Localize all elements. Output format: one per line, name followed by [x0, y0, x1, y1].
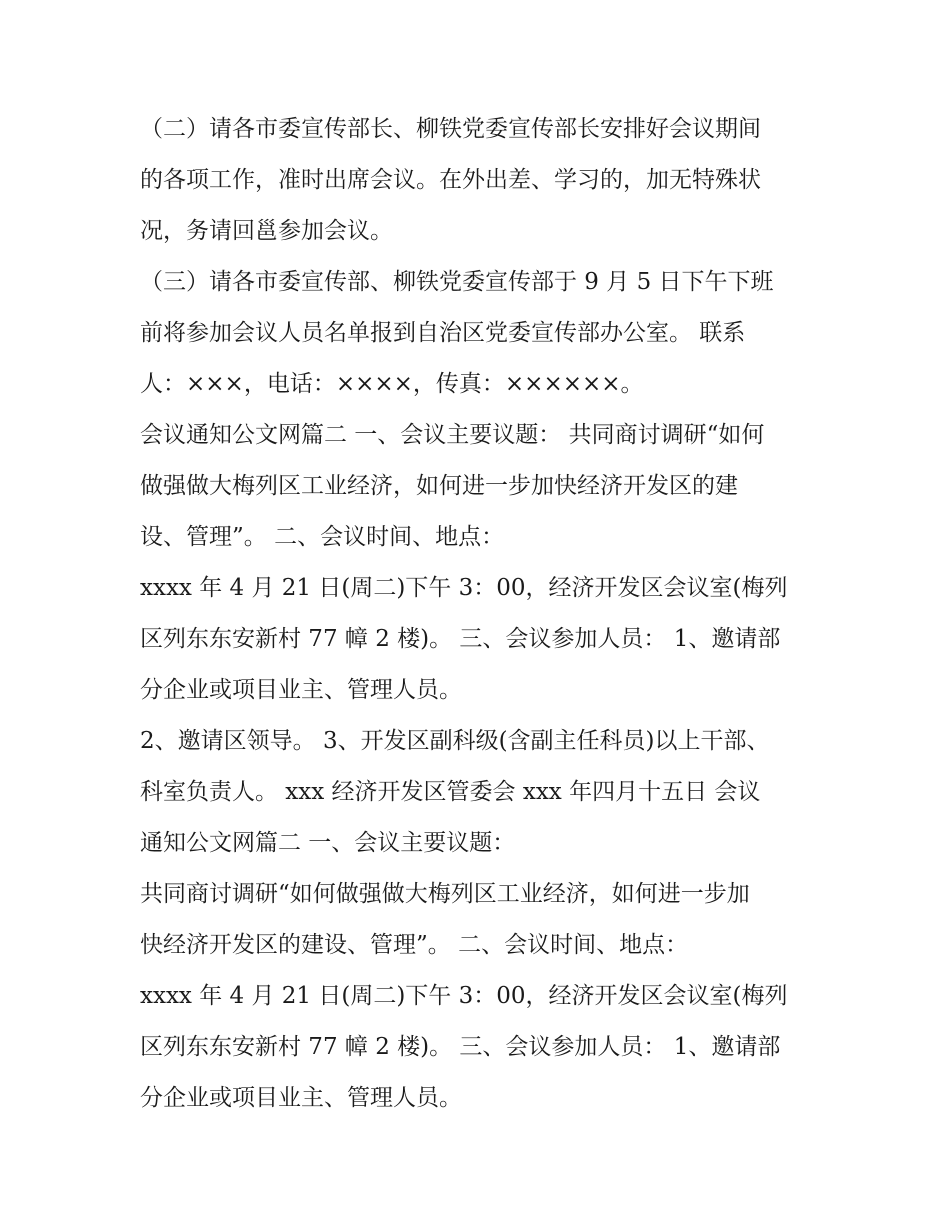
text-line: 分企业或项目业主、管理人员。 — [140, 677, 462, 703]
text-line: 前将参加会议人员名单报到自治区党委宣传部办公室。 联系 — [140, 320, 746, 346]
text-line: 的各项工作，准时出席会议。在外出差、学习的，加无特殊状 — [140, 167, 761, 193]
text-line: 况，务请回邕参加会议。 — [140, 218, 393, 244]
text-line: （三）请各市委宣传部、柳铁党委宣传部于 9 月 5 日下午下班 — [140, 269, 774, 295]
text-line: 做强做大梅列区工业经济，如何进一步加快经济开发区的建 — [140, 473, 738, 499]
text-line: xxxx 年 4 月 21 日(周二)下午 3：00，经济开发区会议室(梅列 — [140, 983, 788, 1009]
text-line: 区列东东安新村 77 幛 2 楼)。 三、会议参加人员： 1、邀请部 — [140, 626, 781, 652]
text-line: 设、管理”。 二、会议时间、地点： — [140, 524, 505, 550]
text-line: 共同商讨调研“如何做强做大梅列区工业经济，如何进一步加 — [140, 881, 750, 907]
text-line: xxxx 年 4 月 21 日(周二)下午 3：00，经济开发区会议室(梅列 — [140, 575, 788, 601]
text-line: 分企业或项目业主、管理人员。 — [140, 1085, 462, 1111]
text-line: 快经济开发区的建设、管理”。 二、会议时间、地点： — [140, 932, 689, 958]
text-line: 2、邀请区领导。 3、开发区副科级(含副主任科员)以上干部、 — [140, 728, 770, 754]
document-page — [140, 104, 820, 1124]
text-line: 人：×××，电话：××××，传真：××××××。 — [140, 371, 644, 397]
text-line: 科室负责人。 xxx 经济开发区管委会 xxx 年四月十五日 会议 — [140, 779, 761, 805]
text-line: 通知公文网篇二 一、会议主要议题： — [140, 830, 516, 856]
text-line: （二）请各市委宣传部长、柳铁党委宣传部长安排好会议期间 — [140, 116, 761, 142]
text-line: 区列东东安新村 77 幛 2 楼)。 三、会议参加人员： 1、邀请部 — [140, 1034, 781, 1060]
text-line: 会议通知公文网篇二 一、会议主要议题： 共同商讨调研“如何 — [140, 422, 765, 448]
